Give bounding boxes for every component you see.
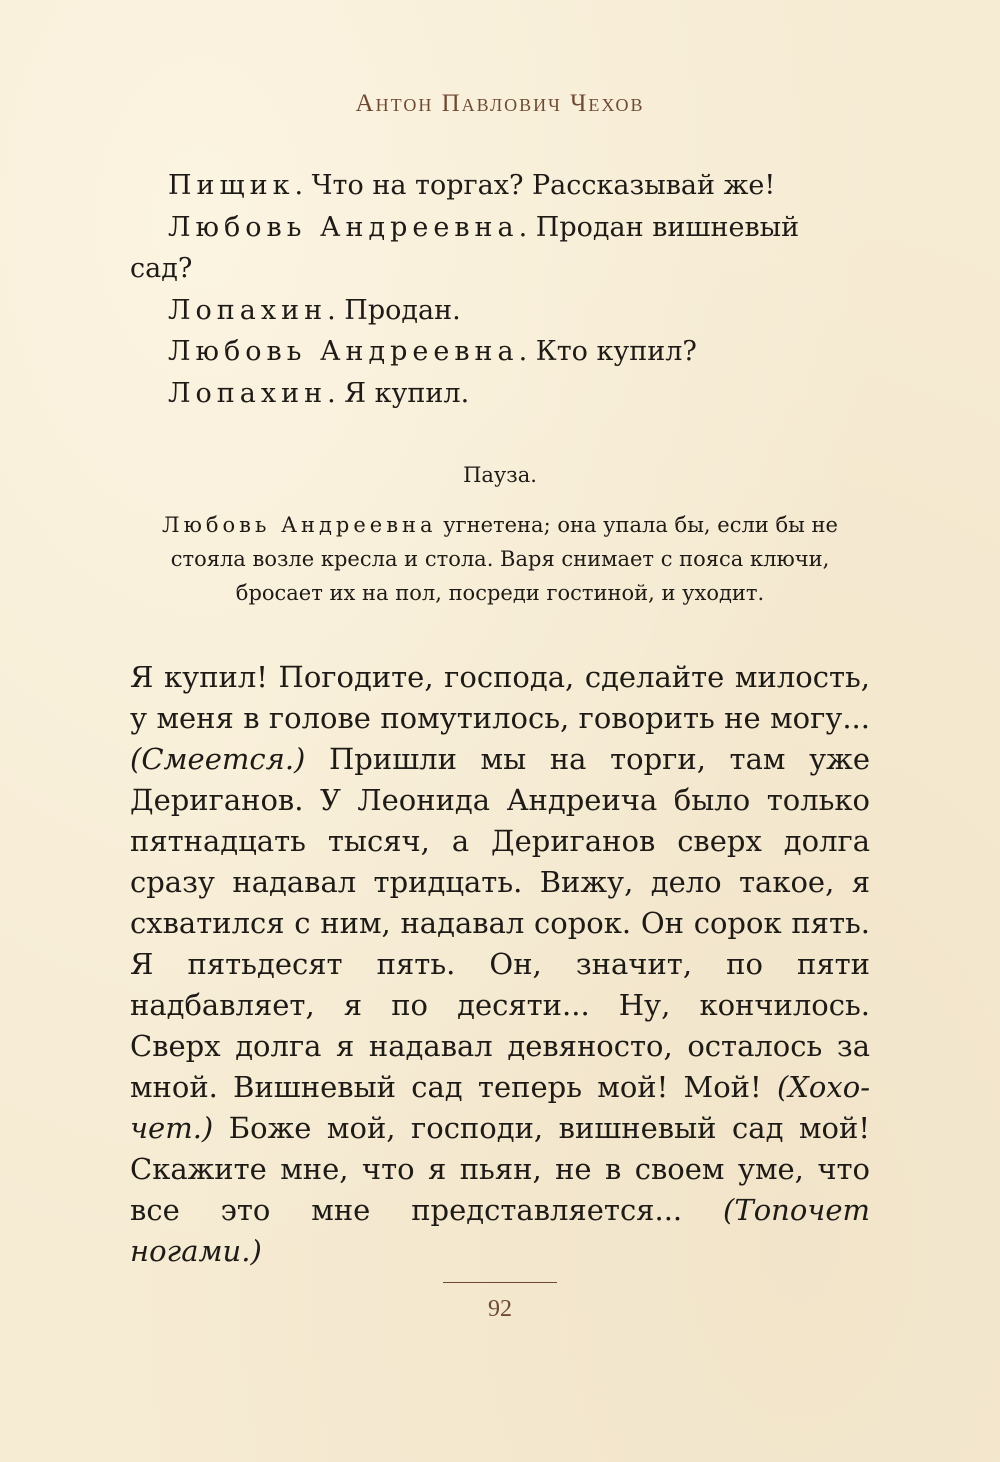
line-text: . Что на торгах? Рассказывай же! xyxy=(294,170,776,201)
dialog-block xyxy=(130,165,870,414)
speaker-name: Лопахин xyxy=(168,377,328,409)
line-text: . Продан вишневый сад? xyxy=(130,211,800,284)
speaker-name: Лопахин xyxy=(168,294,328,326)
line-text: . Я купил. xyxy=(327,377,470,409)
speaker-name: Любовь Андреевна xyxy=(168,336,519,367)
stage-pause: Пауза. xyxy=(463,463,537,487)
stage-direction xyxy=(130,508,870,610)
stage-aside: (Смеется.) xyxy=(130,742,306,776)
stage-aside: (Топочет ногами.) xyxy=(130,1193,870,1268)
footer-rule xyxy=(443,1282,557,1283)
speaker-name: Любовь Андреевна xyxy=(162,513,437,537)
dialog-line xyxy=(130,165,870,207)
running-head: Антон Павлович Чехов xyxy=(355,90,645,117)
monologue-text: Я купил! Погодите, господа, сделайте милость, у меня в голове помутилось, говорить не могу... xyxy=(130,660,870,735)
dialog-line xyxy=(130,207,870,290)
speaker-name: Любовь Андреевна xyxy=(168,211,519,243)
line-text: . Продан. xyxy=(327,294,461,326)
direction-text: угнетена; она упала бы, если бы не стояла возле кресла и стола. Варя снимает с пояса ключи, бросает их на пол, посреди гостиной, и уходит. xyxy=(170,513,838,605)
dialog-line xyxy=(130,290,870,332)
page-number: 92 xyxy=(488,1296,512,1322)
dialog-line xyxy=(130,373,870,415)
stage-aside: (Хохочет.) xyxy=(130,1070,870,1145)
monologue-text: Боже мой, господи, вишневый сад мой! Скажите мне, что я пьян, не в своем уме, что все это мне представляется... xyxy=(130,1111,870,1227)
speaker-name: Пищик xyxy=(168,170,295,201)
line-text: . Кто купил? xyxy=(518,336,697,367)
dialog-line xyxy=(130,331,870,373)
monologue-text: Пришли мы на торги, там уже Дериганов. У Леонида Андреича было только пятнадцать тысяч, а Дериганов сверх долга сразу надавал тридцать. Вижу, дело такое, я схватился с ним, надавал сорок. Он сорок пять. Я пятьдесят пять. Он, значит, по пяти надбавляет, я по десяти... Ну, кончилось. Сверх долга я надавал девяносто, осталось за мной. Вишневый сад теперь мой! Мой! xyxy=(130,742,870,1104)
monologue xyxy=(130,657,870,1272)
